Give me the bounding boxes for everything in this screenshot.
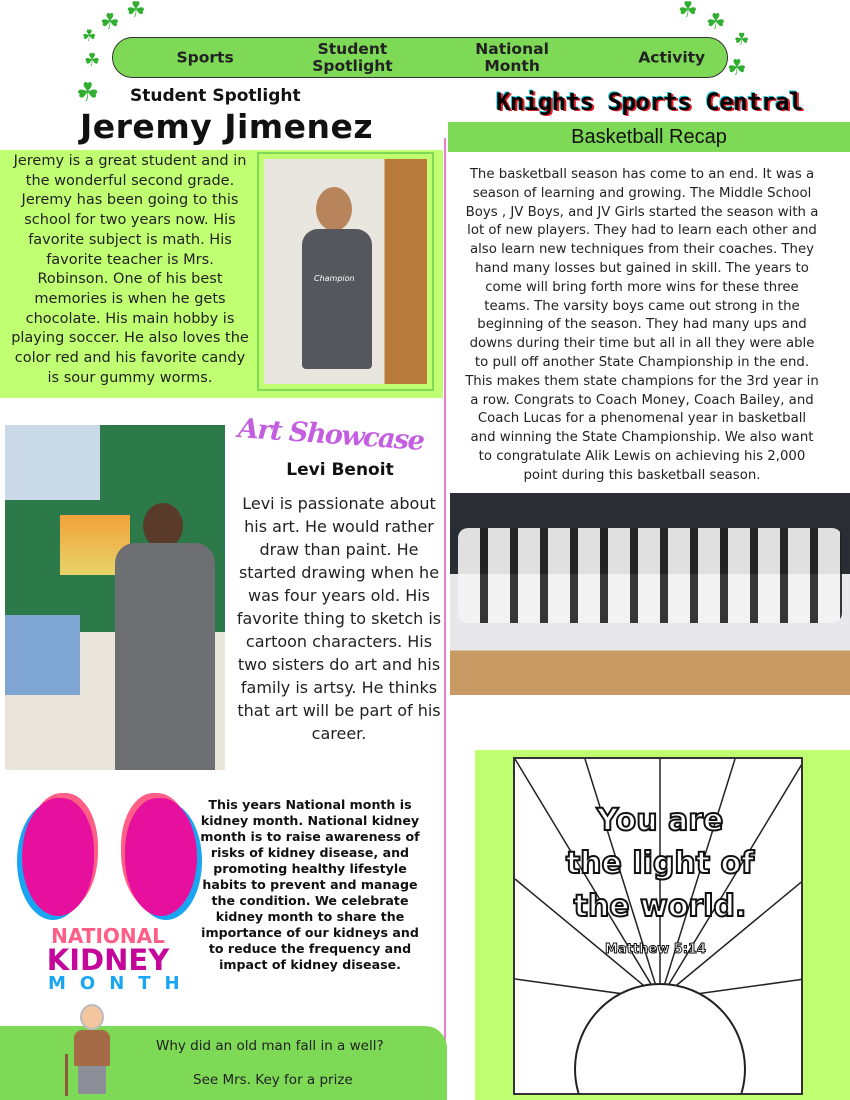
column-divider <box>444 138 446 1100</box>
nav-national-month[interactable]: National Month <box>475 39 549 75</box>
section-nav <box>112 37 728 78</box>
kidney-logo-line: KIDNEY <box>46 943 170 977</box>
shamrock-icon: ☘ <box>100 10 120 35</box>
spotlight-photo-frame <box>257 152 434 391</box>
shamrock-icon: ☘ <box>734 30 750 50</box>
old-man-illustration <box>60 1004 120 1096</box>
student-name: Jeremy Jimenez <box>80 107 374 146</box>
shamrock-icon: ☘ <box>706 10 726 35</box>
basketball-recap-text: The basketball season has come to an end. It was a season of learning and growing. The Middle School Boys , JV Boys, and JV Girls started the season with a lot of new players. They had to learn each other and also learn new techniques from their coaches. They hand many losses but gained in skill. The years to come will bring forth more wins for these three teams. The varsity boys came out strong in the beginning of the season. They had many ups and downs during their time but all in all they were able to pull off another State Championship in the end. This makes them state champions for the 3rd year in a row. Congrats to Coach Money, Coach Bailey, and Coach Lucas for a phenomenal year in basketball and winning the State Championship. We also want to congratulate Alik Lewis on achieving his 2,000 point during this basketball season. <box>465 167 819 483</box>
shamrock-icon: ☘ <box>76 78 100 108</box>
nav-activity[interactable]: Activity <box>638 48 706 66</box>
globe-icon <box>575 984 745 1095</box>
artist-name: Levi Benoit <box>286 460 394 480</box>
kidney-logo-line: MONTH <box>48 973 194 994</box>
bible-verse: Matthew 5:14 <box>605 942 707 957</box>
shamrock-icon: ☘ <box>126 0 146 23</box>
section-kicker: Student Spotlight <box>130 86 301 106</box>
art-showcase-heading: Art Showcase <box>236 413 425 457</box>
student-photo <box>264 159 427 384</box>
kidney-logo <box>40 924 194 994</box>
shamrock-icon: ☘ <box>84 50 101 71</box>
shamrock-icon: ☘ <box>727 56 747 81</box>
kidney-logo-line: NATIONAL <box>51 924 165 948</box>
kidney-text: This years National month is kidney month. National kidney month is to raise awareness of risks of kidney disease, and promoting healthy lifestyle habits to prevent and manage the condition. We celebrate kidney month to share the importance of our kidneys and to reduce the frequency and impact of kidney disease. <box>200 797 420 972</box>
sports-masthead: Knights Sports Central <box>496 88 803 116</box>
art-photo <box>5 425 225 770</box>
art-text: Levi is passionate about his art. He would rather draw than paint. He started drawing when he was four years old. His favorite thing to sketch is cartoon characters. His two sisters do art and his family is artsy. He thinks that art will be part of his career. <box>236 494 442 743</box>
spotlight-text: Jeremy is a great student and in the wonderful second grade. Jeremy has been going to this school for two years now. His favorite subject is math. His favorite teacher is Mrs. Robinson. One of his best memories is when he gets chocolate. His main hobby is playing soccer. He also loves the color red and his favorite candy is sour gummy worms. <box>11 153 249 386</box>
nav-student-spotlight[interactable]: Student Spotlight <box>312 39 393 75</box>
coloring-line: the world. <box>573 889 747 924</box>
coloring-line: You are <box>596 803 724 838</box>
joke-question: Why did an old man fall in a well? <box>156 1038 384 1054</box>
nav-sports[interactable]: Sports <box>176 48 234 66</box>
coloring-title <box>515 799 803 928</box>
shamrock-icon: ☘ <box>678 0 698 23</box>
shirt-logo: Champion <box>314 274 355 283</box>
team-photo <box>450 493 850 695</box>
coloring-line: the light of <box>565 846 755 881</box>
basketball-recap-heading: Basketball Recap <box>448 122 850 152</box>
kidney-icon <box>22 792 197 917</box>
shamrock-icon: ☘ <box>82 26 97 45</box>
joke-answer: See Mrs. Key for a prize <box>193 1072 353 1088</box>
coloring-page <box>513 757 803 1095</box>
